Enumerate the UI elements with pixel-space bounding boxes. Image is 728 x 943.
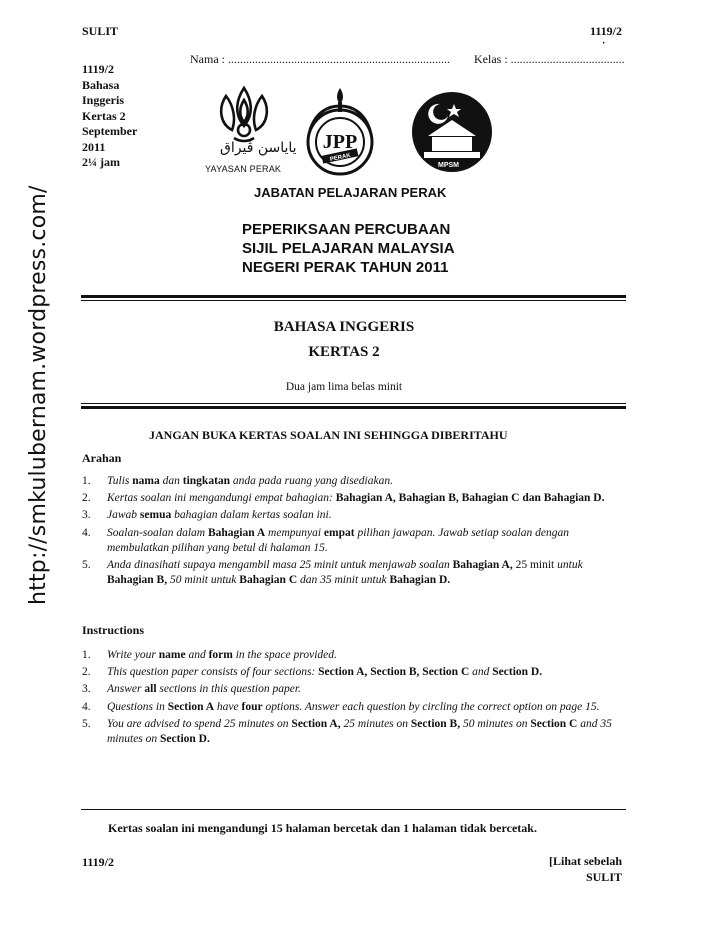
duration-text: Dua jam lima belas minit [285,381,403,393]
item-text: Answer all sections in this question paper. [107,683,301,696]
divider-rule [81,809,626,810]
arahan-list [82,474,627,590]
exam-title-line: NEGERI PERAK TAHUN 2011 [242,259,449,276]
exam-title [242,220,455,277]
item-number: 2. [82,492,91,505]
paper-code-bottom: 1119/2 [82,855,115,869]
kelas-field[interactable]: Kelas : ...................................... [474,52,625,66]
exam-title-line: SIJIL PELAJARAN MALAYSIA [242,240,455,257]
instruction-item-1 [82,648,627,663]
watermark-url: http://smkulubernam.wordpress.com/ [26,185,51,605]
sulit-label-top: SULIT [82,24,119,38]
item-number: 1. [82,649,91,661]
paper-info [82,62,137,171]
item-number: 3. [82,683,91,696]
instructions-heading: Instructions [82,623,145,637]
item-text: Tulis nama dan tingkatan anda pada ruang yang disediakan. [107,475,393,487]
item-number: 4. [82,700,91,713]
jpn-perak-crest [302,86,378,178]
instruction-item-5 [82,717,627,747]
item-number: 5. [82,717,91,730]
item-text: Jawab semua bahagian dalam kertas soalan ini. [107,509,332,522]
instruction-item-4 [82,700,627,715]
subject-title: BAHASA INGGERIS [273,319,415,335]
paper-info-line: Kertas 2 [82,108,126,123]
yayasan-label: YAYASAN PERAK [205,164,282,174]
yayasan-arabic-text: ياياسن ڤيراق [220,140,297,156]
item-text: Questions in Section A have four options. Answer each question by circling the correct option on page 15. [107,700,600,713]
paper-info-line: Inggeris [82,93,124,107]
paper-info-line: Bahasa [82,77,120,92]
arahan-item-3 [82,508,627,523]
warning-text: JANGAN BUKA KERTAS SOALAN INI SEHINGGA DIBERITAHU [149,428,508,442]
item-text: Soalan-soalan dalam Bahagian A mempunyai empat pilihan jawapan. Jawab setiap soalan dengan membulatkan pilihan yang betul di halaman 15. [107,526,569,554]
item-text: Anda dinasihati supaya mengambil masa 25 minit untuk menjawab soalan Bahagian A, 25 minit untuk Bahagian B, 50 minit untuk Bahagian C dan 35 minit untuk Bahagian D. [107,559,583,587]
arahan-heading: Arahan [82,451,122,465]
sulit-label-bottom: SULIT [585,870,622,884]
item-text: You are advised to spend 25 minutes on Section A, 25 minutes on Section B, 50 minutes on Section C and 35 minutes on Section D. [107,717,612,746]
divider-rule [81,403,626,404]
lihat-sebelah: [Lihat sebelah [548,854,622,868]
subject-paper: KERTAS 2 [308,344,380,360]
jabatan-title: JABATAN PELAJARAN PERAK [254,185,447,200]
instruction-item-3 [82,682,627,697]
svg-text:PERAK: PERAK [329,152,352,164]
paper-info-line: 2011 [82,139,106,154]
arahan-item-2 [82,491,627,506]
paper-code-top: 1119/2 [590,24,623,38]
item-number: 4. [82,526,91,539]
svg-text:JPP: JPP [322,131,358,153]
mpsm-label: MPSM [438,162,459,169]
turn-over-note [526,853,622,885]
arahan-item-1 [82,474,627,489]
item-text: Kertas soalan ini mengandungi empat bahagian: Bahagian A, Bahagian B, Bahagian C dan Bahagian D. [107,492,605,505]
item-text: Write your name and form in the space provided. [107,649,337,661]
exam-title-line: PEPERIKSAAN PERCUBAAN [242,221,451,238]
paper-info-line: September [82,124,138,138]
arahan-item-5 [82,558,627,588]
paper-info-line: 1119/2 [82,62,115,76]
page-count-note: Kertas soalan ini mengandungi 15 halaman bercetak dan 1 halaman tidak bercetak. [108,821,537,835]
item-number: 3. [82,509,91,522]
instructions-list [82,648,627,749]
item-text: This question paper consists of four sections: Section A, Section B, Section C and Section D. [107,666,543,679]
dot-mark: · [602,38,606,49]
divider-rule [81,295,626,298]
yayasan-perak-logo [212,84,276,144]
instruction-item-2 [82,665,627,680]
item-number: 2. [82,666,91,679]
paper-info-line: 2¼ jam [82,155,120,169]
divider-rule [81,300,626,301]
item-number: 1. [82,475,91,487]
divider-rule [81,406,626,409]
item-number: 5. [82,559,91,572]
arahan-item-4 [82,526,627,556]
nama-field[interactable]: Nama : .......................................................................... [190,52,450,66]
